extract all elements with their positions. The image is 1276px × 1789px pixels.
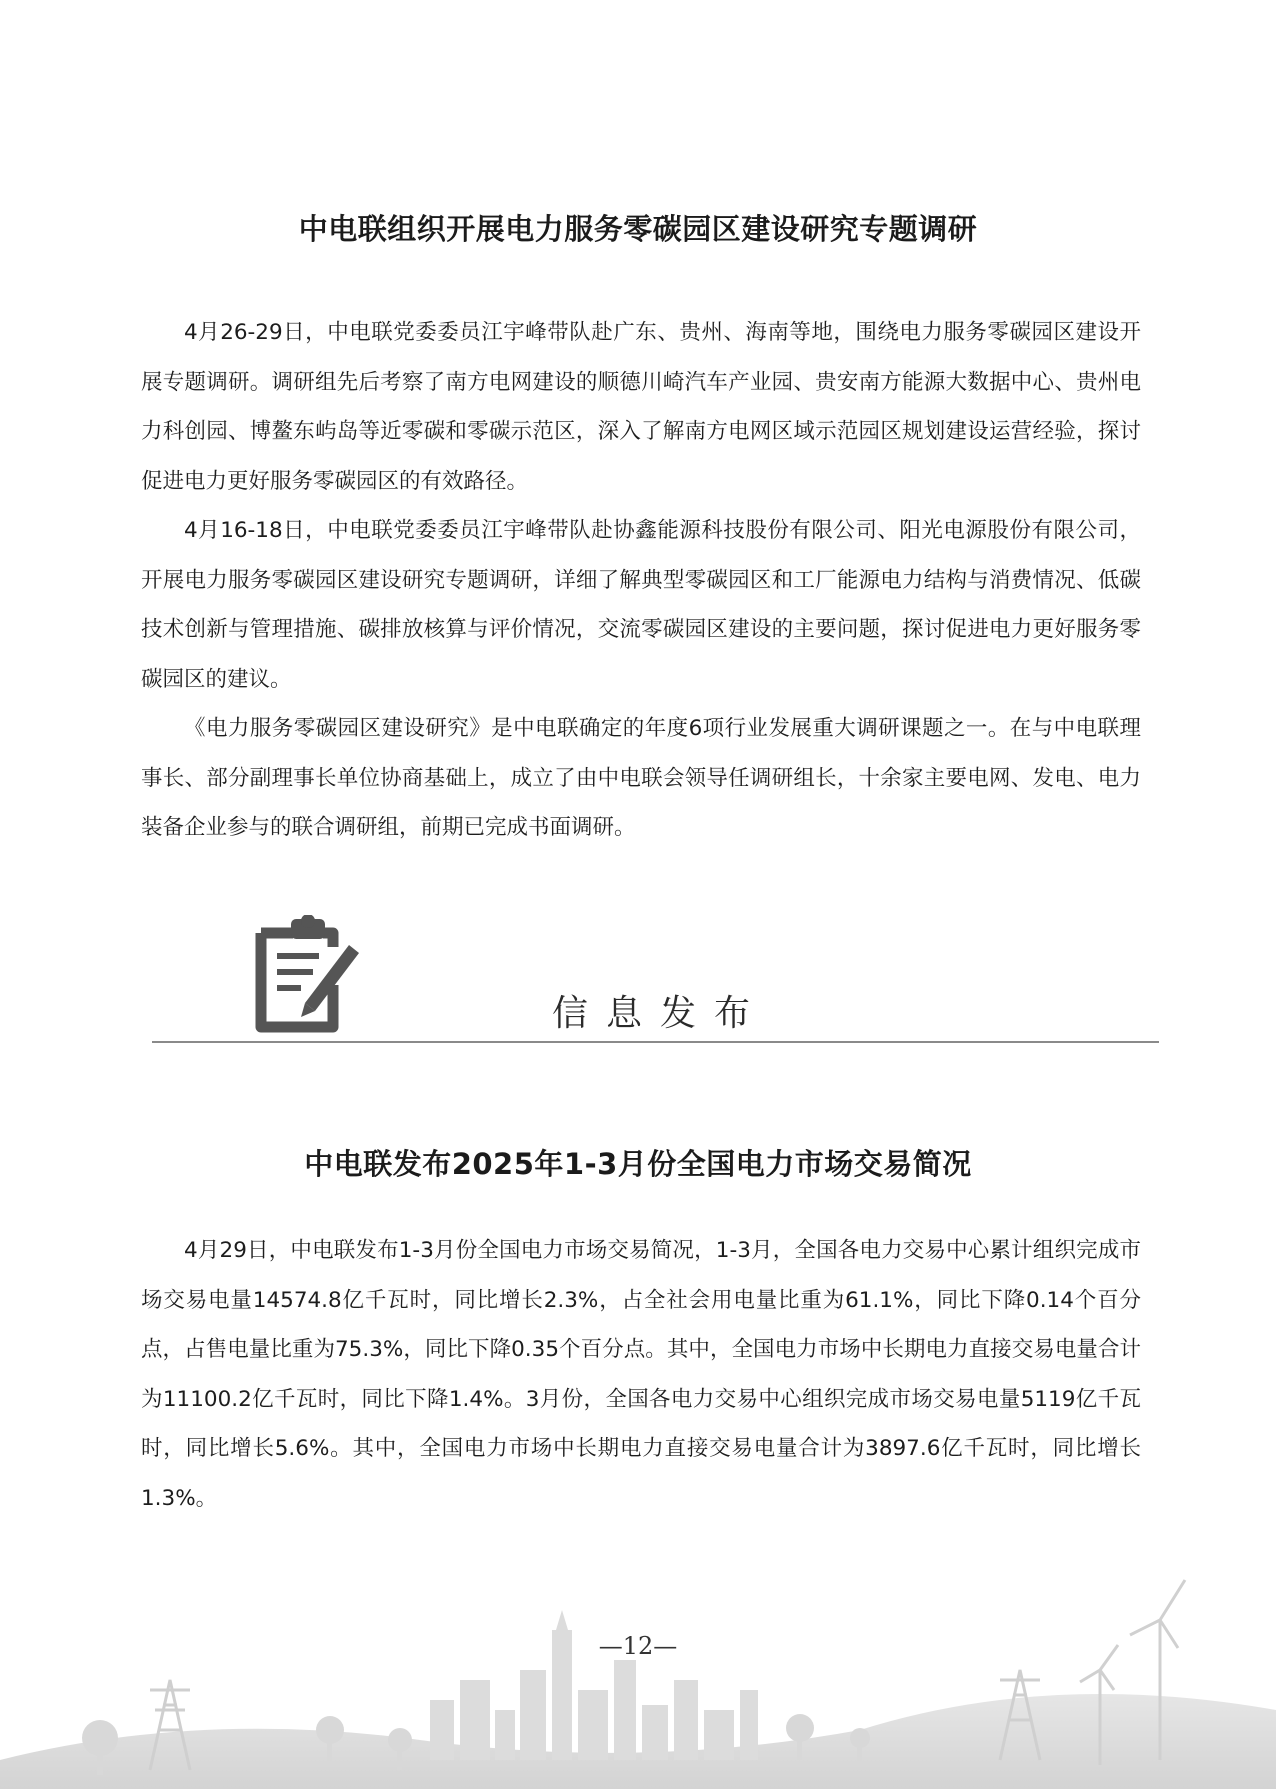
page-number: —12— <box>598 1632 678 1660</box>
clipboard-pen-icon <box>253 915 363 1035</box>
article-2-title: 中电联发布2025年1-3月份全国电力市场交易简况 <box>304 1147 972 1181</box>
article-1-paragraph-2: 4月16-18日，中电联党委委员江宇峰带队赴协鑫能源科技股份有限公司、阳光电源股份有限公司，开展电力服务零碳园区建设研究专题调研，详细了解典型零碳园区和工厂能源电力结构与消费情况、低碳技术创新与管理措施、碳排放核算与评价情况，交流零碳园区建设的主要问题，探讨促进电力更好服务零碳园区的建议。 <box>141 518 1141 692</box>
article-1-title: 中电联组织开展电力服务零碳园区建设研究专题调研 <box>298 212 978 246</box>
section-title: 信息发布 <box>552 993 769 1034</box>
article-1-body <box>141 308 1141 853</box>
article-2-paragraph-1: 4月29日，中电联发布1-3月份全国电力市场交易简况，1-3月，全国各电力交易中心累计组织完成市场交易电量14574.8亿千瓦时，同比增长2.3%，占全社会用电量比重为61.1%，同比下降0.14个百分点，占售电量比重为75.3%，同比下降0.35个百分点。其中，全国电力市场中长期电力直接交易电量合计为11100.2亿千瓦时，同比下降1.4%。3月份，全国各电力交易中心组织完成市场交易电量5119亿千瓦时，同比增长5.6%。其中，全国电力市场中长期电力直接交易电量合计为3897.6亿千瓦时，同比增长1.3%。 <box>141 1238 1141 1511</box>
article-1-paragraph-1: 4月26-29日，中电联党委委员江宇峰带队赴广东、贵州、海南等地，围绕电力服务零碳园区建设开展专题调研。调研组先后考察了南方电网建设的顺德川崎汽车产业园、贵安南方能源大数据中心、贵州电力科创园、博鳌东屿岛等近零碳和零碳示范区，深入了解南方电网区域示范园区规划建设运营经验，探讨促进电力更好服务零碳园区的有效路径。 <box>141 320 1141 494</box>
article-1-paragraph-3: 《电力服务零碳园区建设研究》是中电联确定的年度6项行业发展重大调研课题之一。在与中电联理事长、部分副理事长单位协商基础上，成立了由中电联会领导任调研组长，十余家主要电网、发电、电力装备企业参与的联合调研组，前期已完成书面调研。 <box>141 716 1141 840</box>
section-divider <box>152 1041 1159 1043</box>
section-header-info-release <box>150 915 1160 1045</box>
footer-skyline-illustration <box>0 1560 1276 1789</box>
article-2-body <box>141 1226 1141 1523</box>
